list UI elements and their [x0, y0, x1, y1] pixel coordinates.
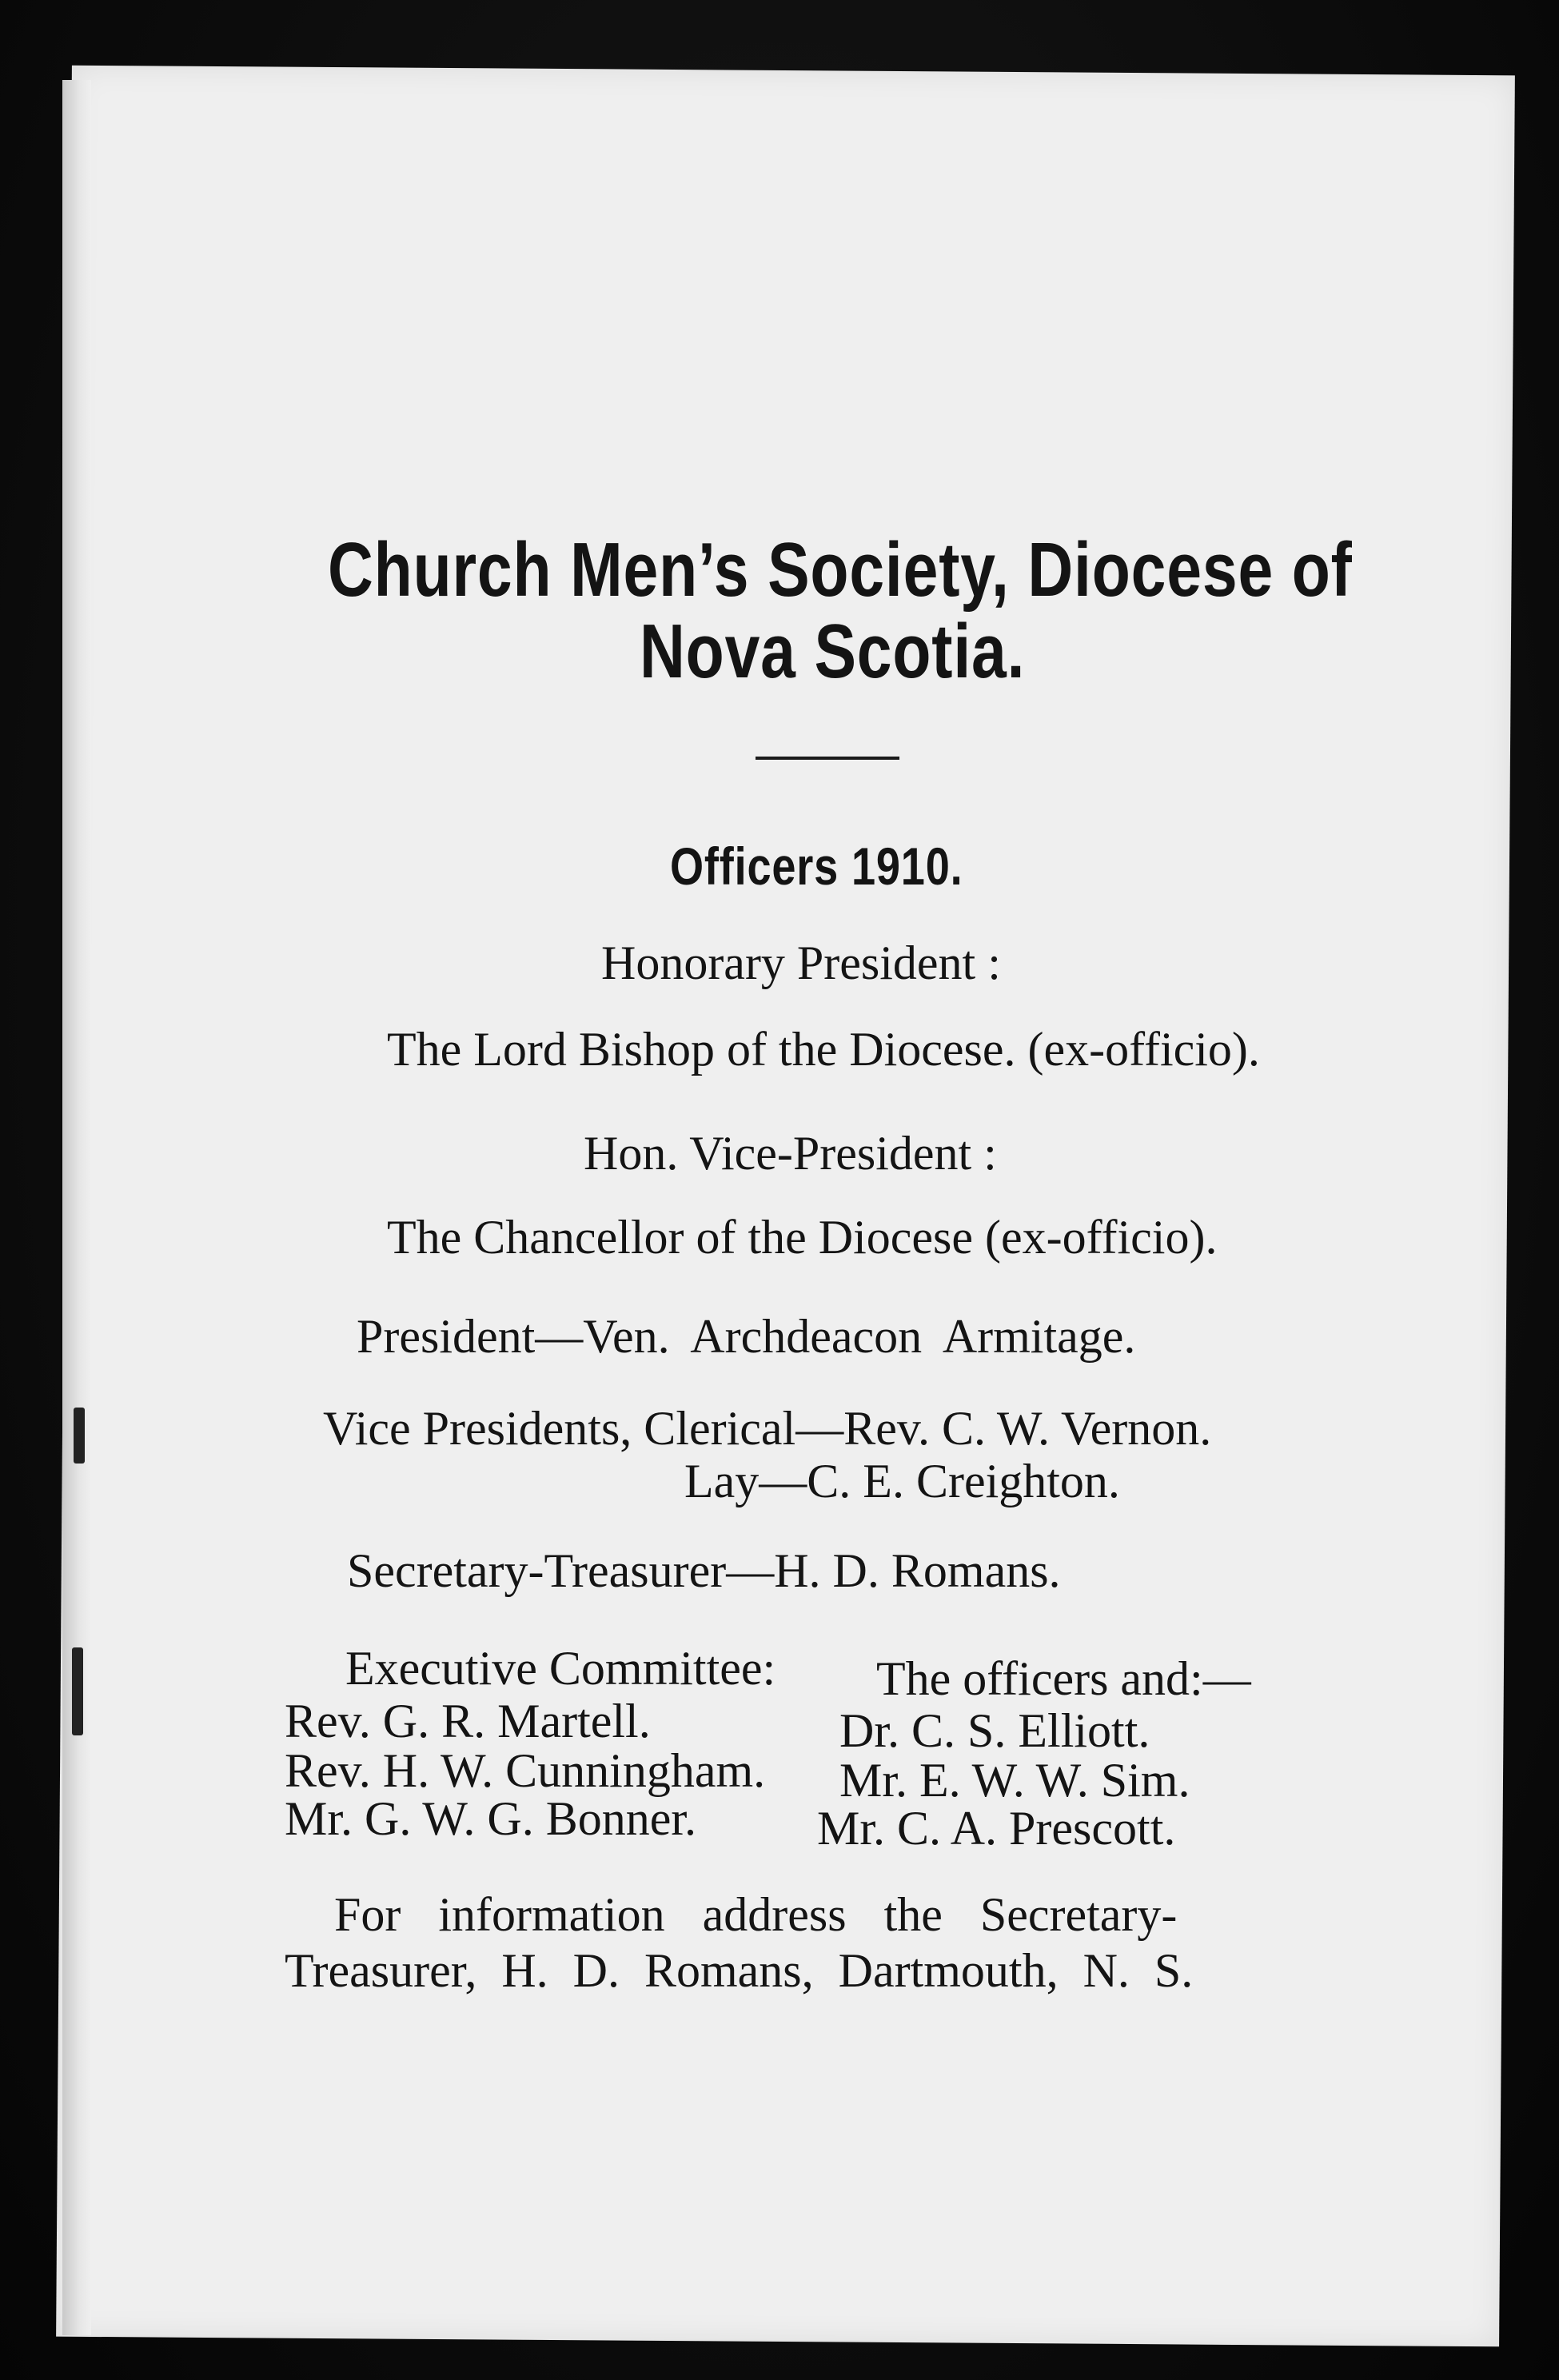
honorary-president-value: The Lord Bishop of the Diocese. (ex-officio). [387, 1023, 1260, 1076]
title-divider [756, 757, 899, 760]
document-title-line-2: Nova Scotia. [640, 609, 1026, 694]
committee-member-left: Rev. H. W. Cunningham. [285, 1744, 766, 1797]
committee-member-right: Dr. C. S. Elliott. [839, 1704, 1150, 1757]
president-line: President—Ven. Archdeacon Armitage. [357, 1310, 1136, 1363]
document-title-line-1: Church Men’s Society, Diocese of [328, 527, 1353, 613]
committee-member-left: Rev. G. R. Martell. [285, 1695, 651, 1747]
executive-committee-label: Executive Committee: [345, 1642, 776, 1695]
committee-member-right: Mr. C. A. Prescott. [817, 1802, 1176, 1855]
secretary-treasurer-line: Secretary-Treasurer—H. D. Romans. [347, 1544, 1061, 1597]
vice-presidents-lay: Lay—C. E. Creighton. [684, 1455, 1120, 1507]
information-line-1: For information address the Secretary- [334, 1888, 1178, 1941]
committee-member-right: Mr. E. W. W. Sim. [839, 1754, 1190, 1807]
honorary-president-label: Honorary President : [601, 936, 1001, 989]
executive-committee-intro: The officers and:— [876, 1652, 1251, 1705]
officers-heading: Officers 1910. [670, 837, 963, 896]
hon-vice-president-label: Hon. Vice-President : [584, 1127, 997, 1180]
hon-vice-president-value: The Chancellor of the Diocese (ex-officio). [387, 1211, 1218, 1264]
information-line-2: Treasurer, H. D. Romans, Dartmouth, N. S. [285, 1944, 1194, 1997]
committee-member-left: Mr. G. W. G. Bonner. [285, 1792, 697, 1845]
vice-presidents-clerical: Vice Presidents, Clerical—Rev. C. W. Vernon. [323, 1402, 1212, 1455]
